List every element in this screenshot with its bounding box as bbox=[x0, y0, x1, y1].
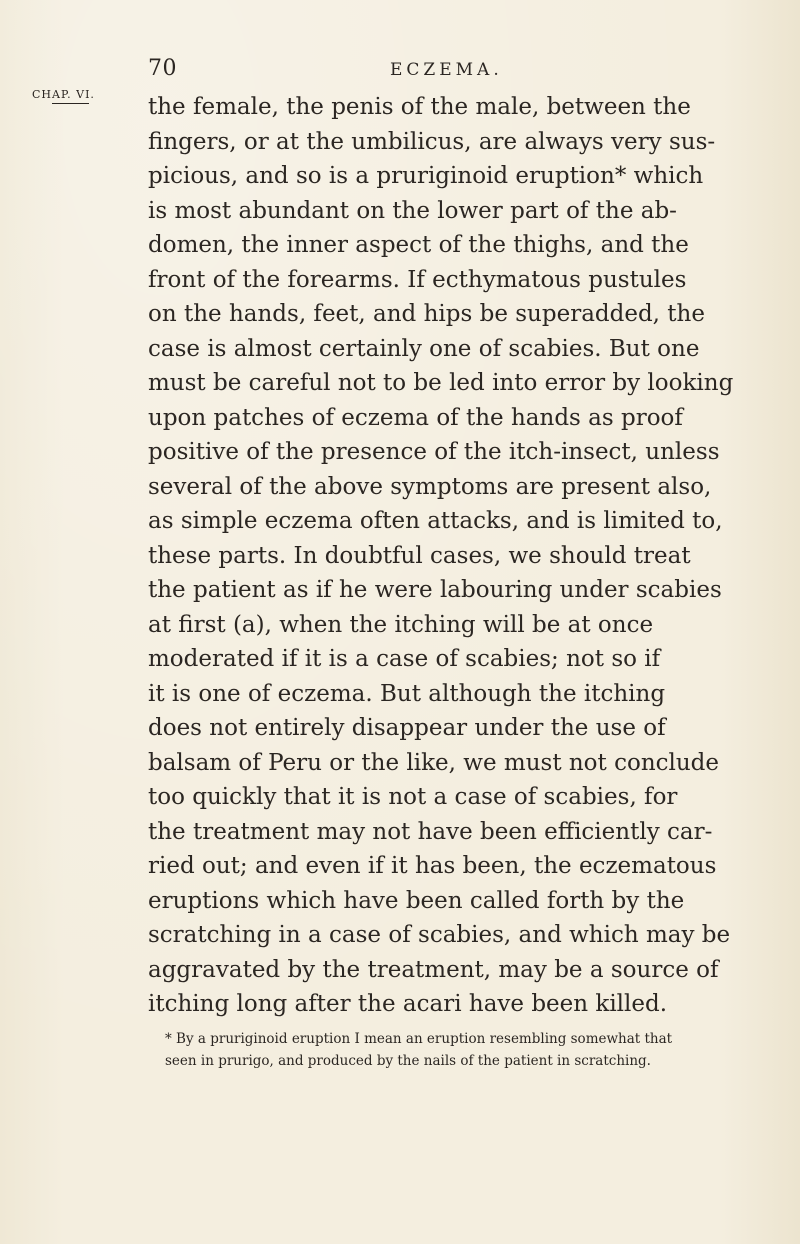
text-line: the patient as if he were labouring under scabies bbox=[148, 577, 722, 603]
chapter-reference: CHAP. VI. bbox=[32, 88, 95, 101]
text-line: eruptions which have been called forth by the bbox=[148, 887, 685, 914]
text-line: these parts. In doubtful cases, we should treat bbox=[148, 542, 691, 569]
text-line: the treatment may not have been efficiently car- bbox=[148, 818, 713, 845]
footnote-line: * By a pruriginoid eruption I mean an eruption resembling somewhat that bbox=[165, 1031, 673, 1047]
text-line: too quickly that it is not a case of scabies, for bbox=[148, 784, 678, 810]
footnote-line: seen in prurigo, and produced by the nails of the patient in scratching. bbox=[165, 1053, 651, 1069]
text-line: front of the forearms. If ecthymatous pustules bbox=[148, 266, 687, 293]
text-line: ried out; and even if it has been, the eczematous bbox=[148, 853, 717, 879]
text-line: as simple eczema often attacks, and is limited to, bbox=[148, 508, 723, 534]
text-line: must be careful not to be led into error by looking bbox=[148, 370, 734, 396]
text-line: scratching in a case of scabies, and which may be bbox=[148, 922, 731, 948]
text-line: picious, and so is a pruriginoid eruption* which bbox=[148, 163, 704, 189]
page-number: 70 bbox=[148, 56, 177, 81]
running-head: ECZEMA. bbox=[390, 60, 503, 80]
text-line: it is one of eczema. But although the itching bbox=[148, 680, 666, 707]
text-line: upon patches of eczema of the hands as proof bbox=[148, 404, 683, 431]
body-text bbox=[148, 90, 788, 1022]
text-line: itching long after the acari have been killed. bbox=[148, 991, 668, 1017]
text-line: positive of the presence of the itch-insect, unless bbox=[148, 439, 720, 465]
text-line: moderated if it is a case of scabies; not so if bbox=[148, 646, 661, 672]
footnote bbox=[165, 1028, 785, 1072]
text-line: at first (a), when the itching will be at once bbox=[148, 611, 654, 638]
text-line: several of the above symptoms are present also, bbox=[148, 473, 712, 500]
text-line: on the hands, feet, and hips be superadded, the bbox=[148, 301, 705, 327]
text-line: case is almost certainly one of scabies. But one bbox=[148, 335, 700, 362]
text-line: does not entirely disappear under the use of bbox=[148, 715, 666, 741]
text-line: the female, the penis of the male, between the bbox=[148, 94, 691, 120]
text-line: aggravated by the treatment, may be a source of bbox=[148, 956, 719, 983]
text-line: is most abundant on the lower part of the ab- bbox=[148, 197, 677, 224]
text-line: domen, the inner aspect of the thighs, and the bbox=[148, 232, 689, 258]
text-line: balsam of Peru or the like, we must not conclude bbox=[148, 749, 720, 776]
text-line: fingers, or at the umbilicus, are always very sus- bbox=[148, 128, 716, 155]
